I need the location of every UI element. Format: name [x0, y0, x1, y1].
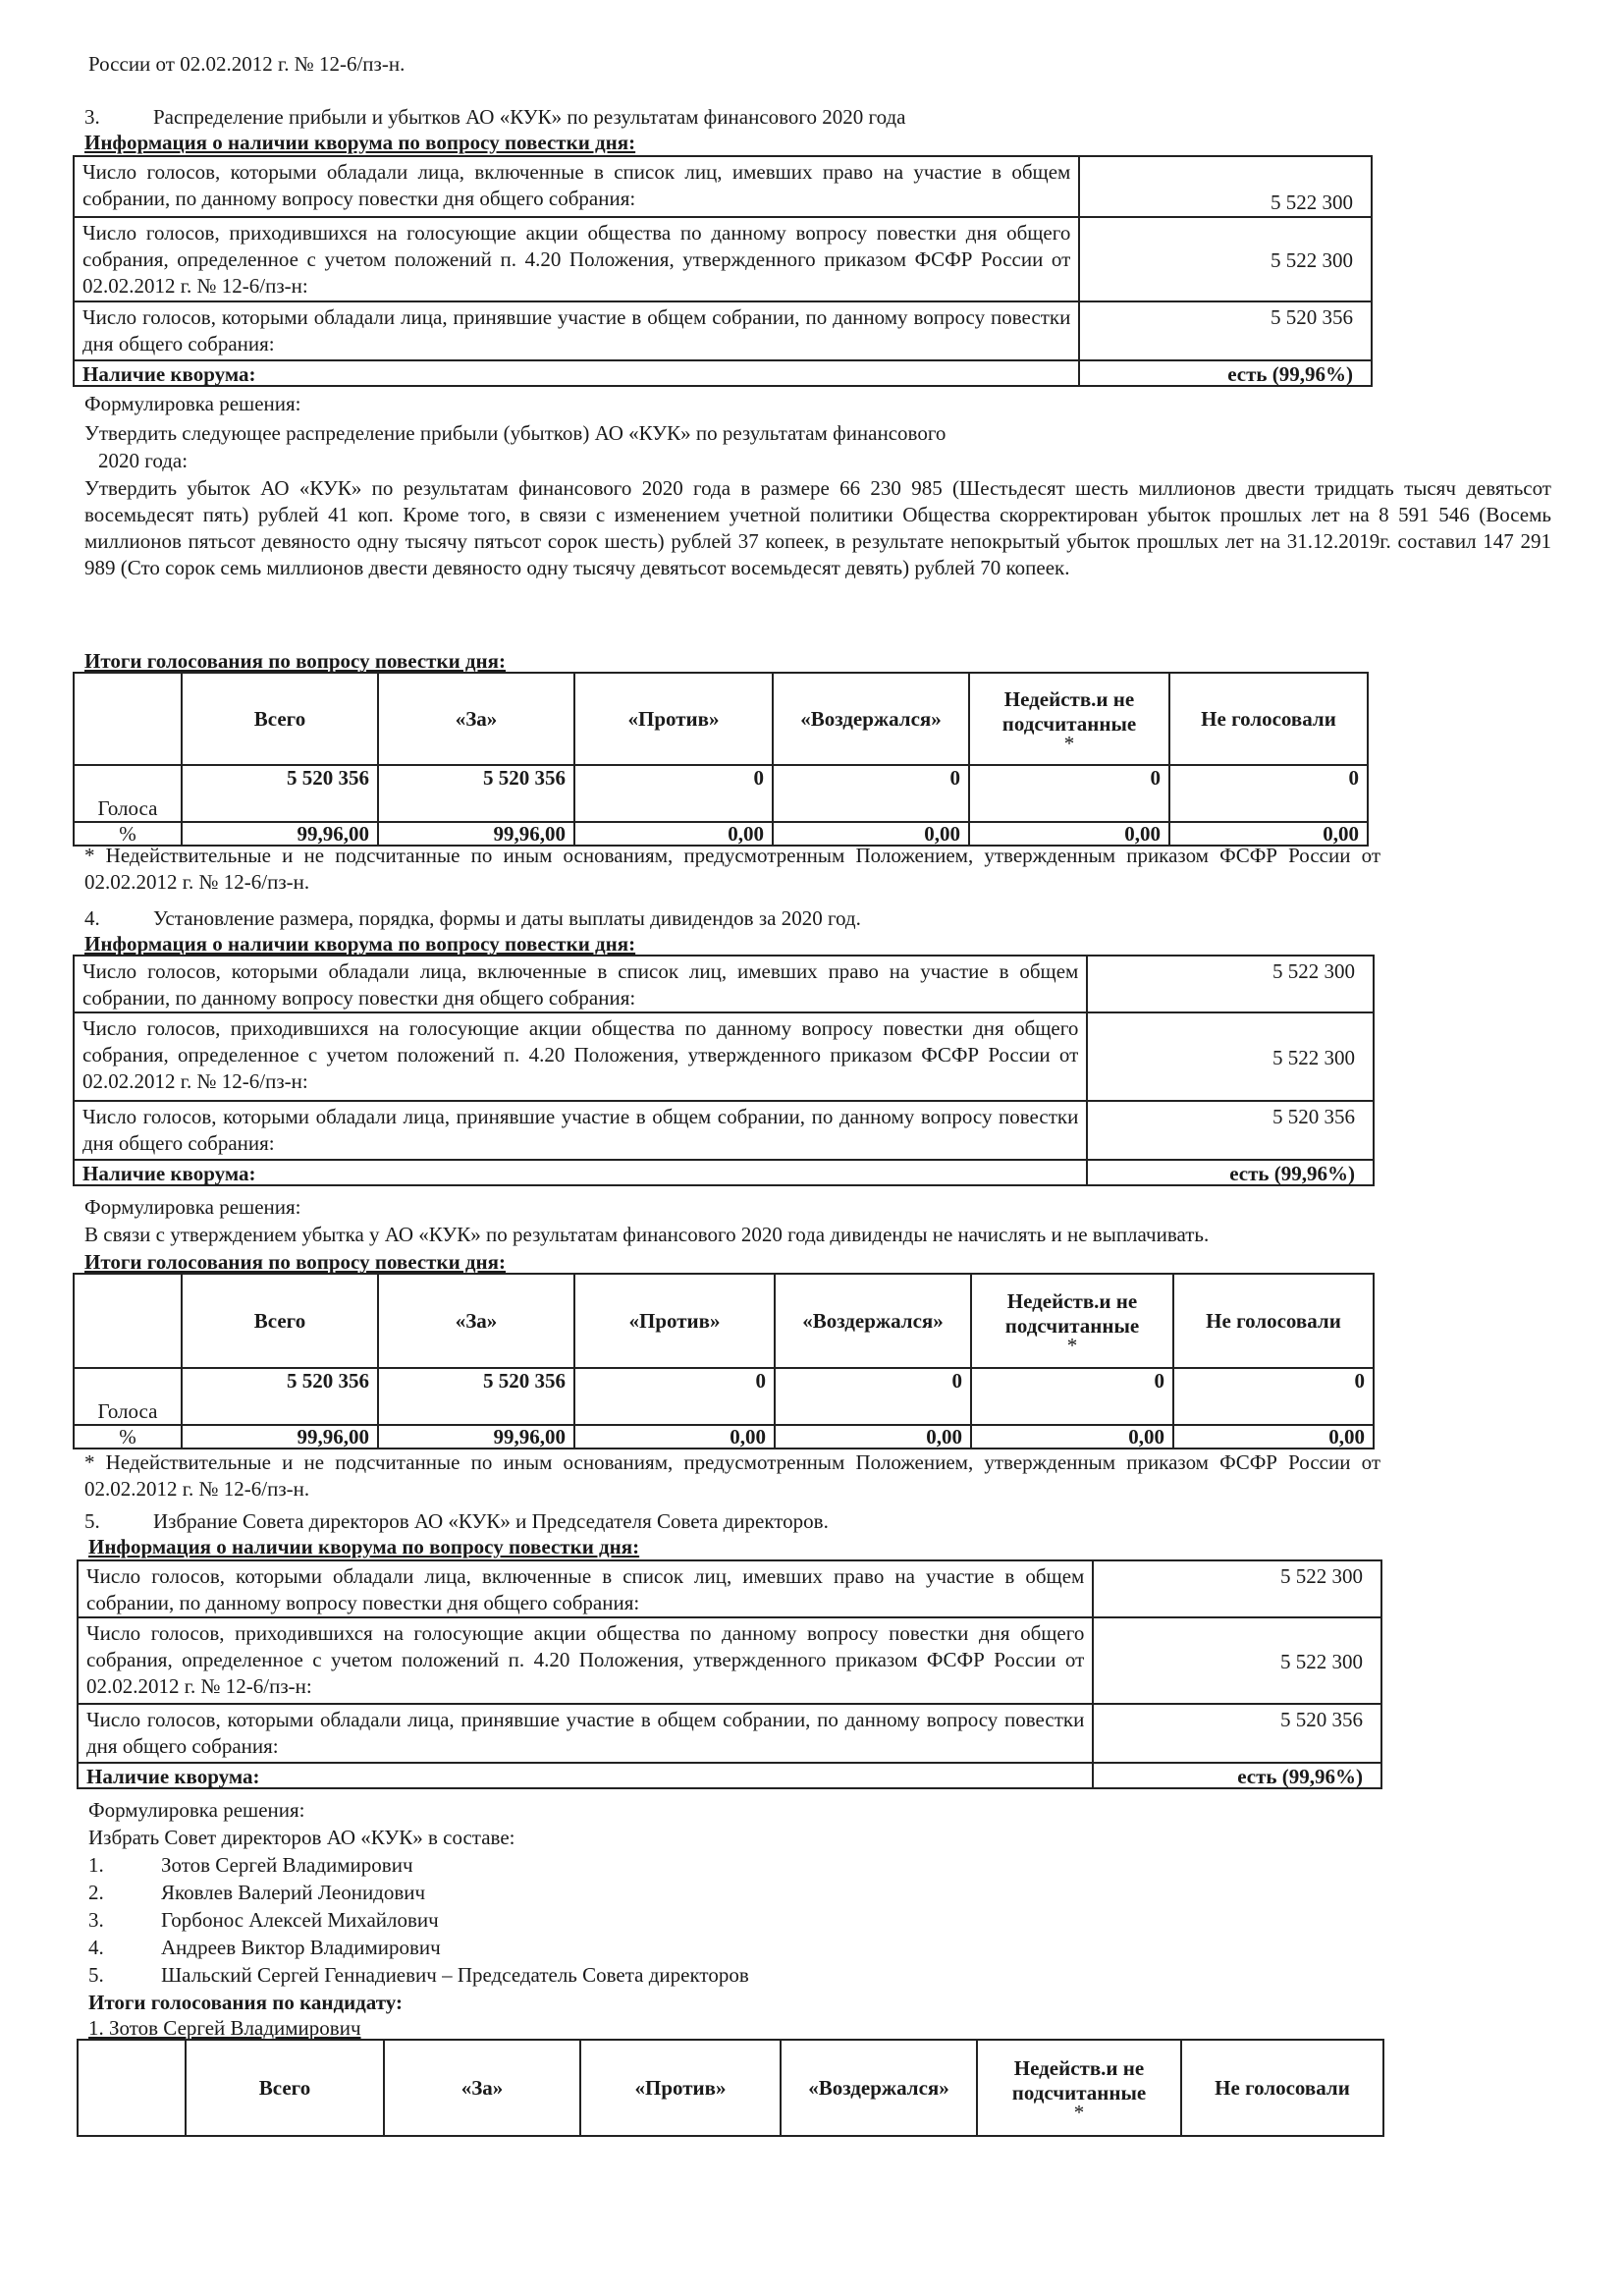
- candidate-heading: Итоги голосования по кандидату:: [88, 1991, 404, 2014]
- candidate-1-votes-table: [77, 2039, 1384, 2137]
- row-pct-label: %: [74, 822, 182, 846]
- member-number: 5.: [88, 1963, 104, 1987]
- header-empty: [74, 673, 182, 765]
- header-against: «Против»: [580, 2040, 781, 2136]
- section-5-quorum-table: [77, 1559, 1382, 1789]
- quorum-row-text: Число голосов, которыми обладали лица, принявшие участие в общем собрании, по данному вопросу повестки дня общего собрания:: [74, 301, 1079, 360]
- member-number: 4.: [88, 1936, 104, 1959]
- decision-label: Формулировка решения:: [88, 1798, 305, 1822]
- quorum-row-text: Число голосов, которыми обладали лица, принявшие участие в общем собрании, по данному вопросу повестки дня общего собрания:: [78, 1704, 1093, 1763]
- header-against: «Против»: [574, 1274, 775, 1368]
- section-5-number: 5.: [84, 1509, 100, 1533]
- section-5-quorum-heading: Информация о наличии кворума по вопросу повестки дня:: [88, 1535, 640, 1558]
- quorum-row-value: 5 520 356: [1079, 301, 1372, 360]
- decision-label: Формулировка решения:: [84, 392, 301, 415]
- header-for: «За»: [384, 2040, 580, 2136]
- row-votes-label: Голоса: [74, 1368, 182, 1425]
- member-name: Яковлев Валерий Леонидович: [161, 1881, 426, 1904]
- section-3-votes-table: [73, 672, 1369, 847]
- header-empty: [78, 2040, 186, 2136]
- quorum-label: Наличие кворума:: [78, 1763, 1093, 1788]
- vote-invalid: 0: [969, 765, 1169, 822]
- vote-not-voted: 0: [1169, 765, 1368, 822]
- header-total: Всего: [182, 1274, 378, 1368]
- vote-abstain: 0: [773, 765, 969, 822]
- vote-invalid: 0: [971, 1368, 1173, 1425]
- member-name: Шальский Сергей Геннадиевич – Председатель Совета директоров: [161, 1963, 749, 1987]
- member-number: 3.: [88, 1908, 104, 1932]
- section-4-quorum-table: [73, 955, 1375, 1186]
- header-not-voted: Не голосовали: [1169, 673, 1368, 765]
- header-invalid-label: Недейств.и не подсчитанные: [1004, 1289, 1140, 1338]
- decision-line: Избрать Совет директоров АО «КУК» в составе:: [88, 1826, 515, 1849]
- section-3-number: 3.: [84, 105, 100, 129]
- candidate-name: 1. Зотов Сергей Владимирович: [88, 2016, 361, 2040]
- member-name: Горбонос Алексей Михайлович: [161, 1908, 439, 1932]
- header-abstain: «Воздержался»: [775, 1274, 971, 1368]
- section-4-title: Установление размера, порядка, формы и даты выплаты дивидендов за 2020 год.: [153, 906, 861, 930]
- header-invalid: [977, 2040, 1181, 2136]
- row-pct-label: %: [74, 1425, 182, 1449]
- member-name: Зотов Сергей Владимирович: [161, 1853, 413, 1877]
- pct-not-voted: 0,00: [1173, 1425, 1374, 1449]
- section-4-quorum-heading: Информация о наличии кворума по вопросу повестки дня:: [84, 932, 636, 956]
- member-number: 1.: [88, 1853, 104, 1877]
- section-5-title: Избрание Совета директоров АО «КУК» и Председателя Совета директоров.: [153, 1509, 829, 1533]
- quorum-row-text: Число голосов, приходившихся на голосующие акции общества по данному вопросу повестки дня общего собрания, определенное с учетом положений п. 4.20 Положения, утвержденного приказом ФСФР России от 02.02.2012 г. № 12-6/пз-н:: [74, 1012, 1087, 1101]
- footnote-star: *: [1073, 2101, 1085, 2124]
- header-invalid: [969, 673, 1169, 765]
- header-against: «Против»: [574, 673, 773, 765]
- pct-against: 0,00: [574, 822, 773, 846]
- header-not-voted: Не голосовали: [1173, 1274, 1374, 1368]
- row-votes-label: Голоса: [74, 765, 182, 822]
- pct-invalid: 0,00: [969, 822, 1169, 846]
- decision-line: 2020 года:: [98, 449, 189, 472]
- pct-for: 99,96,00: [378, 822, 574, 846]
- quorum-row-text: Число голосов, приходившихся на голосующие акции общества по данному вопросу повестки дня общего собрания, определенное с учетом положений п. 4.20 Положения, утвержденного приказом ФСФР России от 02.02.2012 г. № 12-6/пз-н:: [78, 1617, 1093, 1704]
- header-for: «За»: [378, 1274, 574, 1368]
- footnote-star: *: [1066, 1334, 1078, 1357]
- header-abstain: «Воздержался»: [773, 673, 969, 765]
- quorum-row-value: 5 520 356: [1093, 1704, 1381, 1763]
- continuation-line: России от 02.02.2012 г. № 12-6/пз-н.: [88, 52, 406, 76]
- pct-total: 99,96,00: [182, 1425, 378, 1449]
- pct-not-voted: 0,00: [1169, 822, 1368, 846]
- quorum-value: есть (99,96%): [1079, 360, 1372, 386]
- vote-abstain: 0: [775, 1368, 971, 1425]
- decision-paragraph: Утвердить убыток АО «КУК» по результатам финансового 2020 года в размере 66 230 985 (Шестьдесят шесть миллионов двести тридцать тысяч девятьсот восемьдесят пять) рублей 41 коп. Кроме того, в связи с изменением учетной политики Общества скорректирован убыток прошлых лет на 8 591 546 (Восемь миллионов пятьсот девяносто одну тысячу пятьсот сорок шесть) рублей 37 копеек, в результате непокрытый убыток прошлых лет на 31.12.2019г. составил 147 291 989 (Сто сорок семь миллионов двести девяносто одну тысячу девятьсот восемьдесят девять) рублей 70 копеек.: [84, 476, 1551, 579]
- vote-against: 0: [574, 1368, 775, 1425]
- member-number: 2.: [88, 1881, 104, 1904]
- section-4-number: 4.: [84, 906, 100, 930]
- footnote-star: *: [1063, 732, 1075, 755]
- header-for: «За»: [378, 673, 574, 765]
- section-3-title: Распределение прибыли и убытков АО «КУК» по результатам финансового 2020 года: [153, 105, 906, 129]
- decision-line: Утвердить следующее распределение прибыли (убытков) АО «КУК» по результатам финансового: [84, 421, 947, 445]
- quorum-row-value: 5 522 300: [1079, 156, 1372, 217]
- quorum-row-text: Число голосов, которыми обладали лица, включенные в список лиц, имевших право на участие в общем собрании, по данному вопросу повестки дня общего собрания:: [74, 156, 1079, 217]
- vote-total: 5 520 356: [182, 765, 378, 822]
- vote-total: 5 520 356: [182, 1368, 378, 1425]
- footnote: * Недействительные и не подсчитанные по иным основаниям, предусмотренным Положением, утвержденным приказом ФСФР России от 02.02.2012 г. № 12-6/пз-н.: [84, 844, 1380, 894]
- decision-line: В связи с утверждением убытка у АО «КУК» по результатам финансового 2020 года дивиденды не начислять и не выплачивать.: [84, 1223, 1210, 1246]
- header-invalid: [971, 1274, 1173, 1368]
- quorum-row-text: Число голосов, которыми обладали лица, включенные в список лиц, имевших право на участие в общем собрании, по данному вопросу повестки дня общего собрания:: [78, 1560, 1093, 1617]
- pct-for: 99,96,00: [378, 1425, 574, 1449]
- header-empty: [74, 1274, 182, 1368]
- quorum-row-value: 5 520 356: [1087, 1101, 1374, 1160]
- quorum-row-value: 5 522 300: [1087, 1012, 1374, 1101]
- pct-abstain: 0,00: [773, 822, 969, 846]
- footnote: * Недействительные и не подсчитанные по иным основаниям, предусмотренным Положением, утвержденным приказом ФСФР России от 02.02.2012 г. № 12-6/пз-н.: [84, 1450, 1380, 1501]
- quorum-value: есть (99,96%): [1093, 1763, 1381, 1788]
- pct-invalid: 0,00: [971, 1425, 1173, 1449]
- quorum-row-text: Число голосов, которыми обладали лица, принявшие участие в общем собрании, по данному вопросу повестки дня общего собрания:: [74, 1101, 1087, 1160]
- section-3-votes-heading: Итоги голосования по вопросу повестки дня:: [84, 649, 507, 673]
- quorum-row-value: 5 522 300: [1087, 956, 1374, 1012]
- quorum-value: есть (99,96%): [1087, 1160, 1374, 1185]
- quorum-row-value: 5 522 300: [1093, 1560, 1381, 1617]
- vote-against: 0: [574, 765, 773, 822]
- section-3-quorum-table: [73, 155, 1373, 387]
- quorum-label: Наличие кворума:: [74, 360, 1079, 386]
- pct-against: 0,00: [574, 1425, 775, 1449]
- vote-for: 5 520 356: [378, 765, 574, 822]
- section-4-votes-table: [73, 1273, 1375, 1449]
- quorum-row-text: Число голосов, приходившихся на голосующие акции общества по данному вопросу повестки дня общего собрания, определенное с учетом положений п. 4.20 Положения, утвержденного приказом ФСФР России от 02.02.2012 г. № 12-6/пз-н:: [74, 217, 1079, 301]
- header-abstain: «Воздержался»: [781, 2040, 977, 2136]
- header-total: Всего: [186, 2040, 384, 2136]
- header-total: Всего: [182, 673, 378, 765]
- section-3-quorum-heading: Информация о наличии кворума по вопросу повестки дня:: [84, 131, 636, 154]
- vote-not-voted: 0: [1173, 1368, 1374, 1425]
- member-name: Андреев Виктор Владимирович: [161, 1936, 441, 1959]
- header-invalid-label: Недейств.и не подсчитанные: [1001, 687, 1137, 736]
- section-4-votes-heading: Итоги голосования по вопросу повестки дня:: [84, 1250, 507, 1274]
- quorum-row-value: 5 522 300: [1079, 217, 1372, 301]
- pct-total: 99,96,00: [182, 822, 378, 846]
- quorum-label: Наличие кворума:: [74, 1160, 1087, 1185]
- quorum-row-text: Число голосов, которыми обладали лица, включенные в список лиц, имевших право на участие в общем собрании, по данному вопросу повестки дня общего собрания:: [74, 956, 1087, 1012]
- quorum-row-value: 5 522 300: [1093, 1617, 1381, 1704]
- header-not-voted: Не голосовали: [1181, 2040, 1383, 2136]
- vote-for: 5 520 356: [378, 1368, 574, 1425]
- decision-label: Формулировка решения:: [84, 1195, 301, 1219]
- pct-abstain: 0,00: [775, 1425, 971, 1449]
- header-invalid-label: Недейств.и не подсчитанные: [1011, 2056, 1147, 2105]
